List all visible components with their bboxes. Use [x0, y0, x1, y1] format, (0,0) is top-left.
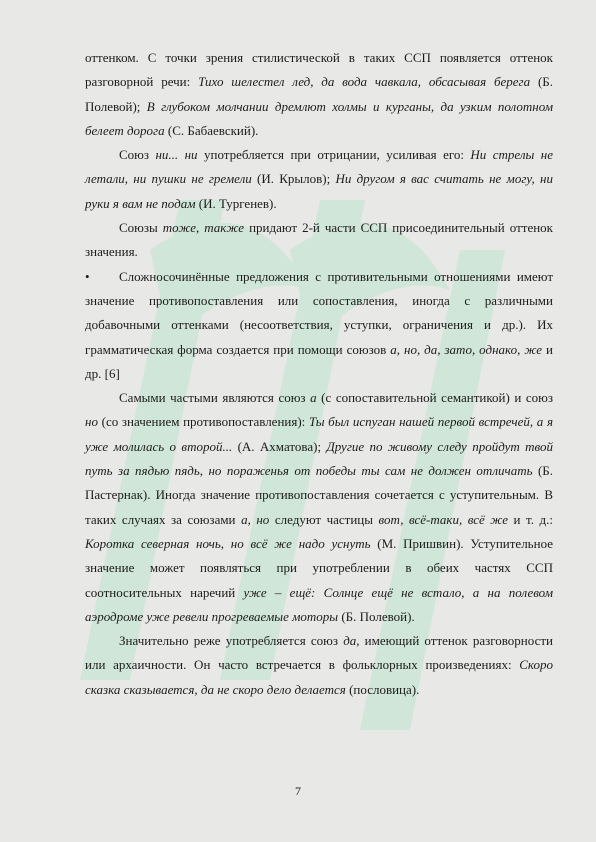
example-italic: уже – ещё: Солнце ещё не встало, а на полевом аэродроме уже ревели прогреваемые моторы	[85, 584, 553, 624]
text-run: употребляется при отрицании, усиливая его:	[197, 147, 471, 163]
text-run: и др. [6]	[85, 341, 554, 381]
text-run: Самыми частыми являются союз	[119, 390, 311, 406]
text-run: Союзы	[119, 220, 163, 236]
text-run: (Б. Пастернак). Иногда значение противопоставления сочетается с уступительным. В таких случаях за союзами	[85, 463, 553, 527]
example-italic: вот, всё-таки, всё же	[378, 511, 509, 527]
paragraph-6	[85, 629, 553, 702]
text-run: (С. Бабаевский).	[164, 122, 259, 138]
text-run: оттенком. С точки зрения стилистической в таких ССП появляется оттенок разговорной речи:	[85, 50, 553, 90]
text-run: Союз	[119, 147, 156, 163]
example-italic: Скоро сказка сказывается, да не скоро дело делается	[85, 657, 553, 697]
page-number: 7	[295, 784, 301, 798]
example-italic: тоже, также	[162, 220, 245, 236]
text-run: , имеющий оттенок разговорности или архаичности. Он часто встречается в фольклорных произведениях:	[85, 633, 553, 673]
example-italic: Ты был испуган нашей первой встречей, а я уже молилась о второй...	[85, 414, 553, 454]
example-italic: а, но	[241, 511, 270, 527]
text-run: Сложносочинённые предложения с противительными отношениями имеют значение противопоставления или сопоставления, иногда с различными добавочными оттенками (несоответствия, уступки, ограничения и др.). Их грамматическая форма создается при помощи союзов	[85, 268, 553, 357]
example-italic: да	[343, 633, 357, 649]
example-italic: а, но, да, зато, однако, же	[390, 341, 543, 357]
text-run: (Б. Полевой);	[85, 74, 554, 114]
text-run: следуют частицы	[269, 511, 379, 527]
text-run: (И. Тургенев).	[195, 195, 277, 211]
text-run: придают 2-й части ССП присоединительный оттенок значения.	[85, 220, 553, 260]
paragraph-1	[85, 46, 553, 143]
text-run: (А. Ахматова);	[232, 438, 327, 454]
example-italic: ни... ни	[155, 147, 198, 163]
text-run: (пословица).	[345, 681, 420, 697]
text-run: (Б. Полевой).	[338, 608, 415, 624]
bullet-marker: •	[85, 268, 90, 284]
paragraph-3	[85, 216, 553, 265]
text-run: и т. д.:	[508, 511, 554, 527]
example-italic: В глубоком молчании дремлют холмы и курганы, да узким полотном белеет дорога	[85, 98, 554, 138]
bullet-paragraph	[85, 265, 553, 386]
paragraph-2	[85, 143, 553, 216]
body-text	[85, 46, 553, 702]
text-run: (И. Крылов);	[251, 171, 336, 187]
example-italic: Ни другом я вас считать не могу, ни руки я вам не подам	[85, 171, 553, 211]
text-run: (со значением противопоставления):	[97, 414, 309, 430]
example-italic: Ни стрелы не летали, ни пушки не гремели	[85, 147, 553, 187]
example-italic: но	[85, 414, 98, 430]
example-italic: Коротка северная ночь, но всё же надо уснуть	[85, 535, 371, 551]
text-run: (с сопоставительной семантикой) и союз	[316, 390, 553, 406]
example-italic: Другие по живому следу пройдут твой путь за пядью пядь, но пораженья от победы ты сам не должен отличать	[85, 438, 553, 479]
paragraph-4	[85, 269, 553, 381]
example-italic: а	[310, 390, 317, 406]
example-italic: Тихо шелестел лед, да вода чавкала, обсасывая берега	[198, 74, 531, 90]
text-run: Значительно реже употребляется союз	[119, 633, 344, 649]
text-run: (М. Пришвин). Уступительное значение может появляться при употреблении в обеих частях ССП соотносительных наречий	[85, 535, 553, 600]
paragraph-5	[85, 386, 553, 629]
